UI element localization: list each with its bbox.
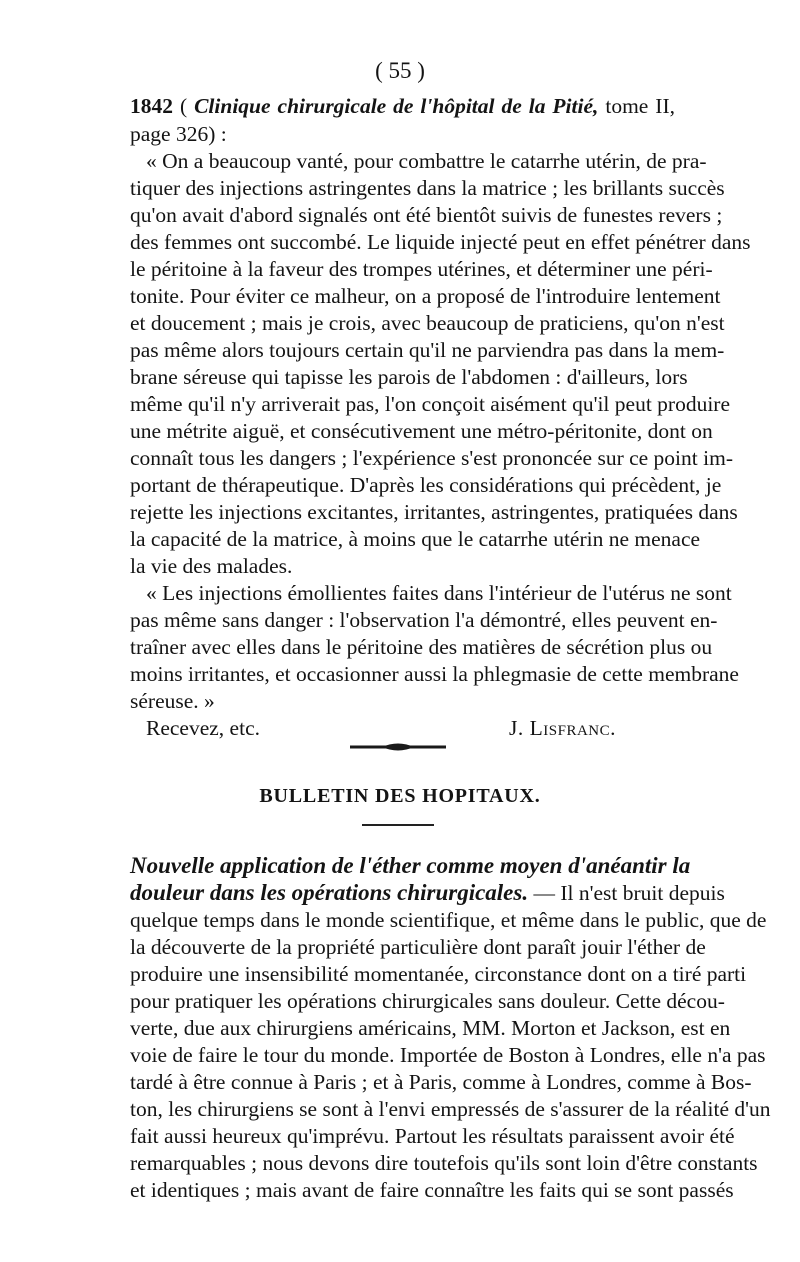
article-line: tardé à être connue à Paris ; et à Paris, comme à Londres, comme à Bos- (130, 1070, 752, 1094)
closing-formula: Recevez, etc. (146, 716, 260, 740)
letter-line: qu'on avait d'abord signalés ont été bientôt suivis de funestes revers ; (130, 203, 723, 227)
signature: J. Lisfranc. (509, 716, 616, 740)
article-title-line: Nouvelle application de l'éther comme moyen d'anéantir la (130, 853, 691, 878)
heading-rule (362, 824, 434, 826)
section-heading: BULLETIN DES HOPITAUX. (259, 785, 541, 807)
article-line: fait aussi heureux qu'imprévu. Partout les résultats paraissent avoir été (130, 1124, 735, 1148)
article-line: quelque temps dans le monde scientifique, et même dans le public, que de (130, 908, 767, 932)
letter-line: et doucement ; mais je crois, avec beaucoup de praticiens, qu'on n'est (130, 311, 725, 335)
letter-line: même qu'il n'y arriverait pas, l'on conçoit aisément qu'il peut produire (130, 392, 731, 416)
letter-line: « On a beaucoup vanté, pour combattre le catarrhe utérin, de pra- (146, 149, 707, 173)
letter-signoff (146, 712, 616, 744)
year: 1842 (130, 94, 173, 118)
article-line: la découverte de la propriété particulière dont paraît jouir l'éther de (130, 935, 706, 959)
letter-line: page 326) : (130, 122, 227, 146)
letter-line: séreuse. » (130, 689, 215, 713)
article-line: douleur dans les opérations chirurgicales. — Il n'est bruit depuis (130, 880, 725, 905)
article-line: pour pratiquer les opérations chirurgicales sans douleur. Cette décou- (130, 989, 725, 1013)
letter-line: la vie des malades. (130, 554, 293, 578)
letter-line: le péritoine à la faveur des trompes utérines, et déterminer une péri- (130, 257, 713, 281)
letter-line: portant de thérapeutique. D'après les considérations qui précèdent, je (130, 473, 722, 497)
page-number: ( 55 ) (375, 58, 425, 83)
book-title: Clinique chirurgicale de l'hôpital de la Pitié, (194, 94, 599, 118)
letter-line: traîner avec elles dans le péritoine des matières de sécrétion plus ou (130, 635, 713, 659)
letter-line: pas même alors toujours certain qu'il ne parviendra pas dans la mem- (130, 338, 725, 362)
article-line: verte, due aux chirurgiens américains, MM. Morton et Jackson, est en (130, 1016, 731, 1040)
article-line: et identiques ; mais avant de faire connaître les faits qui se sont passés (130, 1178, 734, 1202)
letter-line: tiquer des injections astringentes dans la matrice ; les brillants succès (130, 176, 725, 200)
article-line: ton, les chirurgiens se sont à l'envi empressés de s'assurer de la réalité d'un (130, 1097, 771, 1121)
article-line: produire une insensibilité momentanée, circonstance dont on a tiré parti (130, 962, 747, 986)
letter-line: pas même sans danger : l'observation l'a démontré, elles peuvent en- (130, 608, 718, 632)
letter-line: « Les injections émollientes faites dans l'intérieur de l'utérus ne sont (146, 581, 732, 605)
letter-line: 1842 ( Clinique chirurgicale de l'hôpital de la Pitié, tome II, (130, 94, 675, 118)
letter-line: une métrite aiguë, et consécutivement une métro-péritonite, dont on (130, 419, 713, 443)
letter-line: moins irritantes, et occasionner aussi la phlegmasie de cette membrane (130, 662, 739, 686)
article-line: voie de faire le tour du monde. Importée de Boston à Londres, elle n'a pas (130, 1043, 766, 1067)
letter-line: brane séreuse qui tapisse les parois de l'abdomen : d'ailleurs, lors (130, 365, 688, 389)
letter-line: la capacité de la matrice, à moins que le catarrhe utérin ne menace (130, 527, 701, 551)
letter-line: tonite. Pour éviter ce malheur, on a proposé de l'introduire lentement (130, 284, 721, 308)
article-line: remarquables ; nous devons dire toutefois qu'ils sont loin d'être constants (130, 1151, 758, 1175)
letter-line: des femmes ont succombé. Le liquide injecté peut en effet pénétrer dans (130, 230, 751, 254)
letter-line: rejette les injections excitantes, irritantes, astringentes, pratiquées dans (130, 500, 738, 524)
letter-line: connaît tous les dangers ; l'expérience s'est prononcée sur ce point im- (130, 446, 733, 470)
article-title-end: douleur dans les opérations chirurgicales. (130, 880, 529, 905)
